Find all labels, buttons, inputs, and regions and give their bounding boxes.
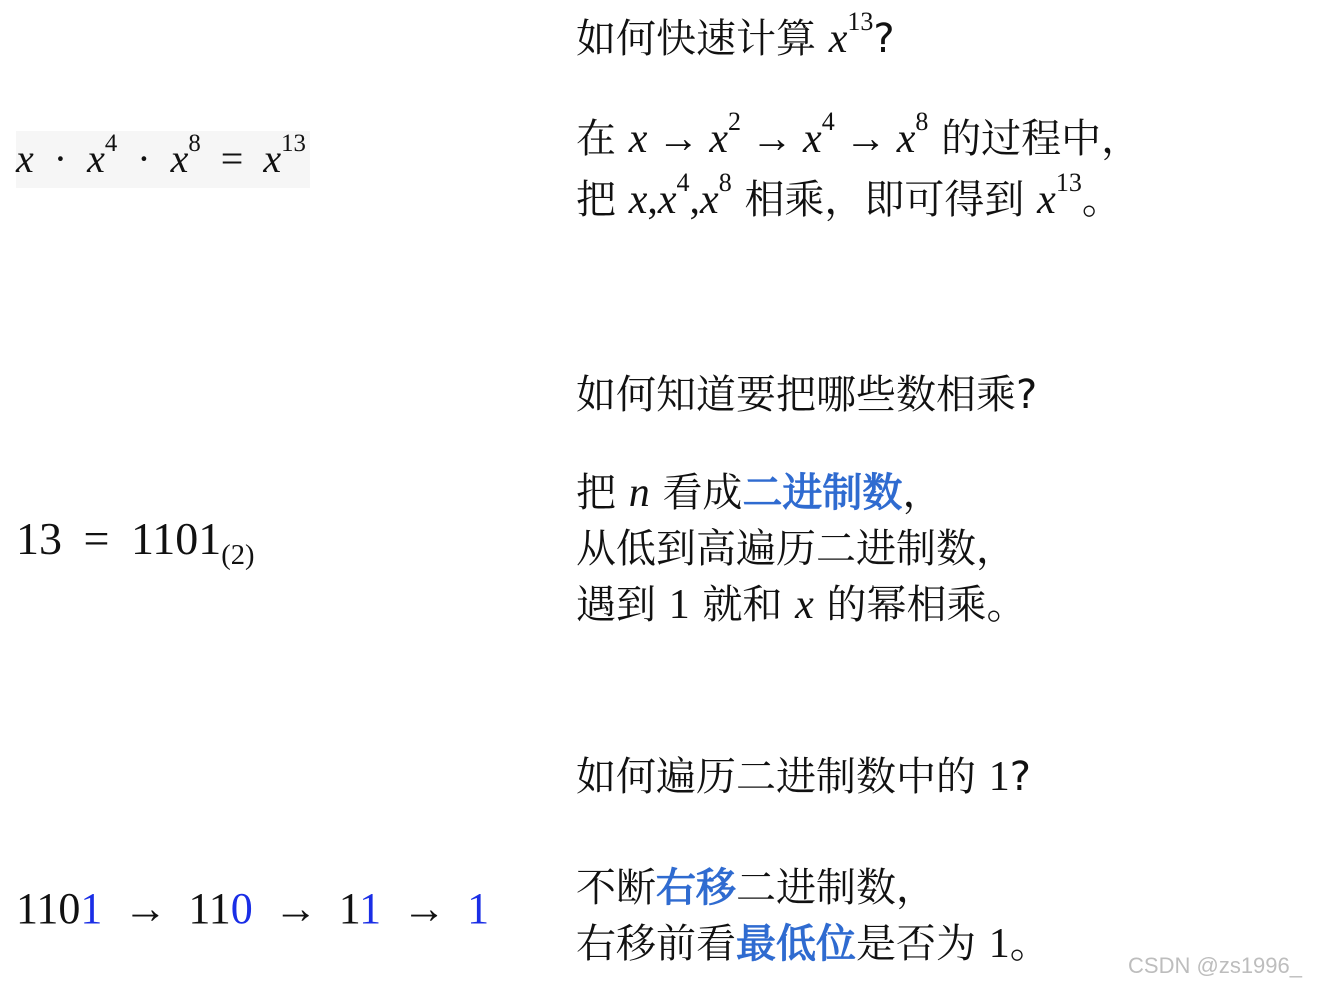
arrow: → xyxy=(123,884,168,933)
highlight-lowest-bit: 最低位 xyxy=(736,921,856,967)
highlight-binary-number: 二进制数 xyxy=(742,470,903,516)
explanation-line-1: 在 $x \to x^2 \to x^4 \to x^8$ 的过程中， xyxy=(576,106,1142,162)
question-iterate-ones: 如何遍历二进制数中的 1? xyxy=(576,754,1031,800)
arrow: → xyxy=(273,884,318,933)
var-x: x xyxy=(795,582,814,628)
highlight-right-shift: 右移 xyxy=(656,865,736,911)
shift-sequence xyxy=(16,883,489,934)
var-x: x xyxy=(263,136,282,181)
equals-sign: = xyxy=(220,136,244,181)
lowest-bit: 1 xyxy=(359,884,382,933)
explanation-line-3: 遇到 1 就和 x 的幂相乘。 xyxy=(576,582,1027,628)
equation-power-product xyxy=(16,131,310,188)
explanation-line-2: 从低到高遍历二进制数， xyxy=(576,526,1016,572)
var-x: x xyxy=(170,136,189,181)
explanation-fast-power xyxy=(576,106,1311,233)
explanation-line-1: 不断右移二进制数， xyxy=(576,865,936,911)
step-1: 1 xyxy=(467,884,490,933)
step-110: 110 xyxy=(188,884,253,933)
arrow: → xyxy=(402,884,447,933)
step-11: 11 xyxy=(338,884,382,933)
equals-sign: = xyxy=(83,513,110,564)
lowest-bit: 0 xyxy=(230,884,253,933)
binary-1101: 1101 xyxy=(130,513,222,564)
var-n: n xyxy=(628,470,650,516)
watermark: CSDN @zs1996_ xyxy=(1128,953,1302,978)
exponent-13: 13 xyxy=(281,129,306,157)
dot-operator: · xyxy=(53,136,68,181)
explanation-line-2: 把 $x,x^4,x^8$ 相乘，即可得到 $x^{13}$。 xyxy=(576,167,1122,223)
lowest-bit: 1 xyxy=(80,884,103,933)
dot-operator: · xyxy=(137,136,151,181)
exponent-8: 8 xyxy=(188,129,201,157)
var-x: x xyxy=(87,136,105,181)
explanation-line-1: 把 n 看成二进制数， xyxy=(576,470,943,516)
question-which-to-multiply: 如何知道要把哪些数相乘? xyxy=(576,372,1038,418)
decimal-13: 13 xyxy=(16,513,62,564)
base-2-subscript: (2) xyxy=(221,539,255,571)
equation-binary-of-13 xyxy=(16,512,255,571)
explanation-line-2: 右移前看最低位是否为 1。 xyxy=(576,921,1050,967)
explanation-binary xyxy=(576,465,1311,633)
step-1101: 1101 xyxy=(16,884,103,933)
var-x: x xyxy=(828,16,848,62)
question-fast-power: 如何快速计算 $x^{13}$? xyxy=(576,6,895,62)
exponent-13: 13 xyxy=(847,6,874,36)
exponent-4: 4 xyxy=(104,129,118,157)
var-x: x xyxy=(16,136,34,181)
